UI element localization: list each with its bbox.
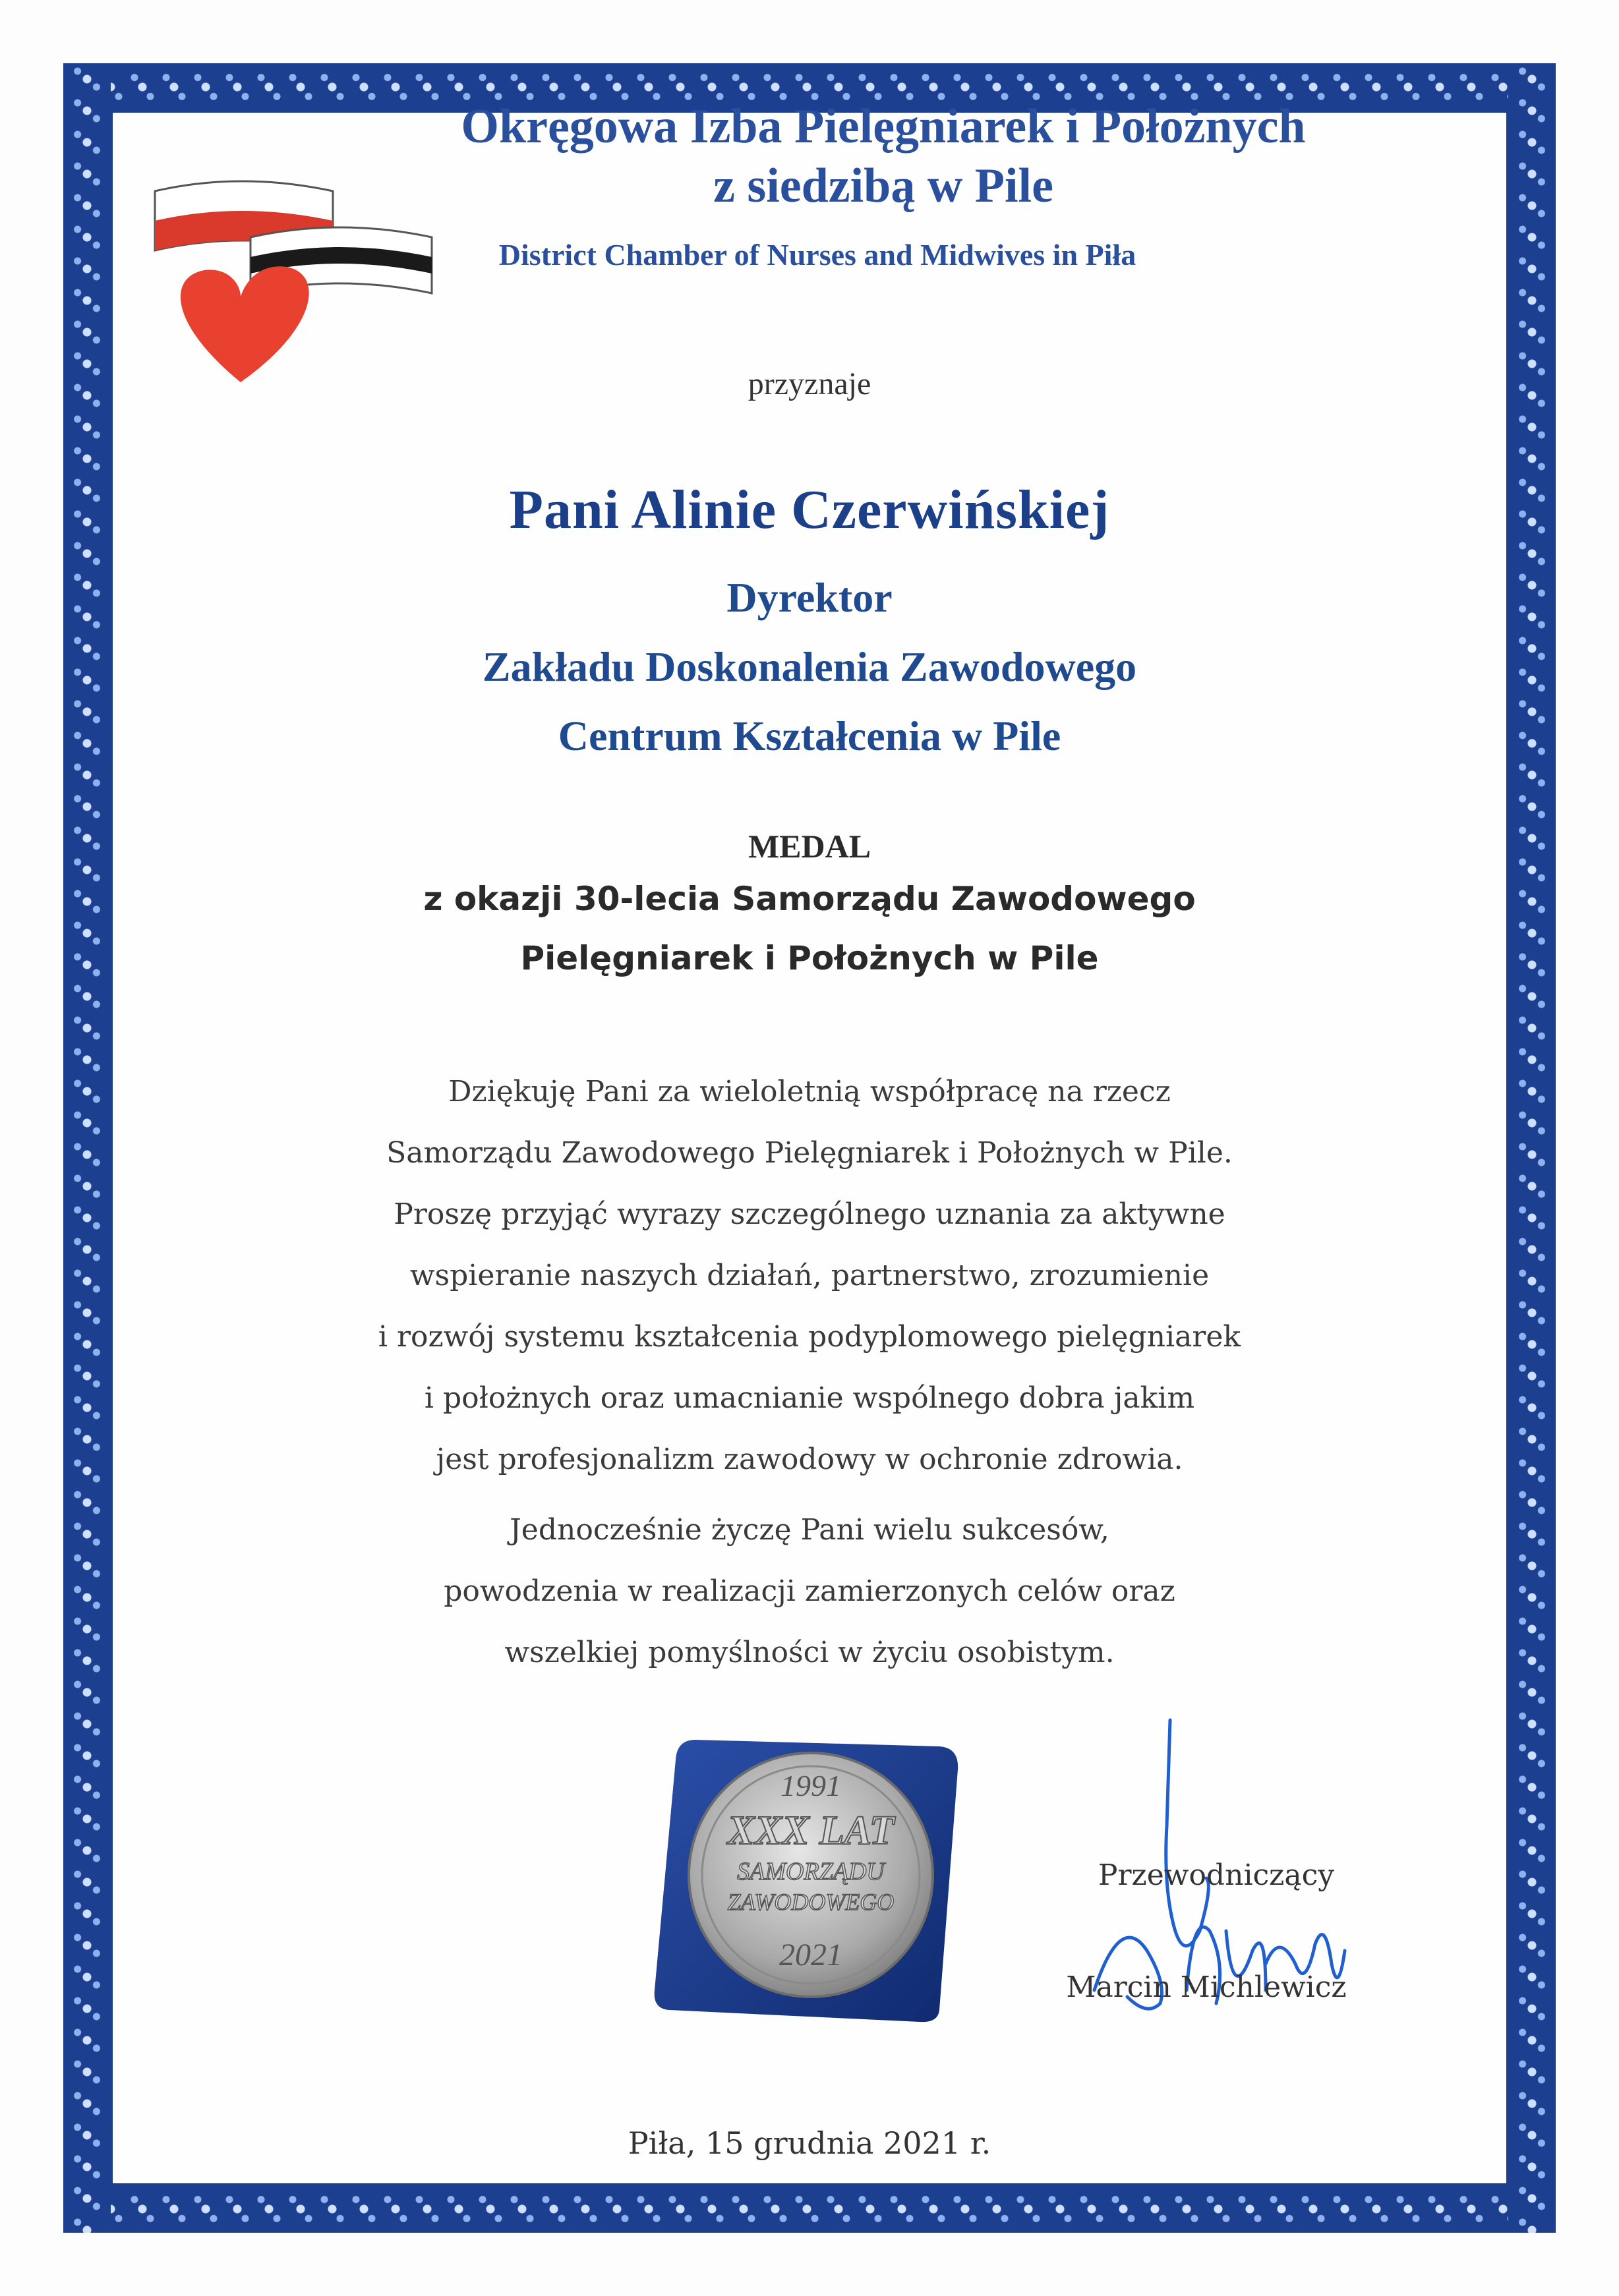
ornamental-border-right — [1508, 63, 1556, 2233]
chamber-name-line2: z siedzibą w Pile — [713, 159, 1053, 213]
medal-text-line1: XXX LAT — [727, 1808, 895, 1853]
heart-icon — [181, 266, 309, 382]
medal-year-end: 2021 — [779, 1937, 842, 1972]
body-line: Dziękuję Pani za wieloletnią współpracę na rzecz — [448, 1075, 1171, 1108]
recipient-role-line1: Dyrektor — [726, 574, 893, 621]
award-title: MEDAL — [748, 828, 871, 865]
body-line: Proszę przyjąć wyrazy szczególnego uznania za aktywne — [394, 1197, 1225, 1231]
signatory-title: Przewodniczący — [1098, 1858, 1335, 1892]
body-line: Samorządu Zawodowego Pielęgniarek i Położnych w Pile. — [386, 1136, 1233, 1170]
body-line: wspieranie naszych działań, partnerstwo, zrozumienie — [409, 1259, 1210, 1292]
chamber-name-english: District Chamber of Nurses and Midwives in Piła — [498, 238, 1136, 272]
body-paragraph-2 — [243, 1499, 1376, 1683]
grants-text: przyznaje — [748, 366, 871, 401]
body-line: i położnych oraz umacnianie wspólnego dobra jakim — [424, 1381, 1195, 1415]
award-occasion-line1: z okazji 30-lecia Samorządu Zawodowego — [423, 880, 1196, 918]
ornamental-border-bottom — [63, 2185, 1556, 2233]
recipient-role-line3: Centrum Kształcenia w Pile — [558, 712, 1061, 759]
medal-text-line3: ZAWODOWEGO — [727, 1889, 895, 1915]
issue-date: Piła, 15 grudnia 2021 r. — [628, 2125, 991, 2161]
chamber-name-line1: Okręgowa Izba Pielęgniarek i Położnych — [461, 100, 1306, 154]
body-line: wszelkiej pomyślności w życiu osobistym. — [504, 1636, 1115, 1669]
medal-text-line2: SAMORZĄDU — [737, 1858, 885, 1885]
recipient-name: Pani Alinie Czerwińskiej — [509, 479, 1110, 540]
body-paragraph-1 — [243, 1061, 1376, 1490]
body-line: jest profesjonalizm zawodowy w ochronie zdrowia. — [436, 1443, 1183, 1476]
medal-year-start: 1991 — [780, 1769, 841, 1802]
body-line: i rozwój systemu kształcenia podyplomowego pielęgniarek — [378, 1320, 1241, 1354]
medal-image — [649, 1733, 962, 2023]
signatory-name: Marcin Michlewicz — [1066, 1970, 1347, 2004]
body-line: Jednocześnie życzę Pani wielu sukcesów, — [510, 1513, 1109, 1547]
award-occasion-line2: Pielęgniarek i Położnych w Pile — [520, 939, 1099, 977]
ornamental-border-left — [63, 63, 111, 2233]
body-line: powodzenia w realizacji zamierzonych celów oraz — [444, 1574, 1175, 1608]
recipient-role-line2: Zakładu Doskonalenia Zawodowego — [482, 643, 1137, 690]
